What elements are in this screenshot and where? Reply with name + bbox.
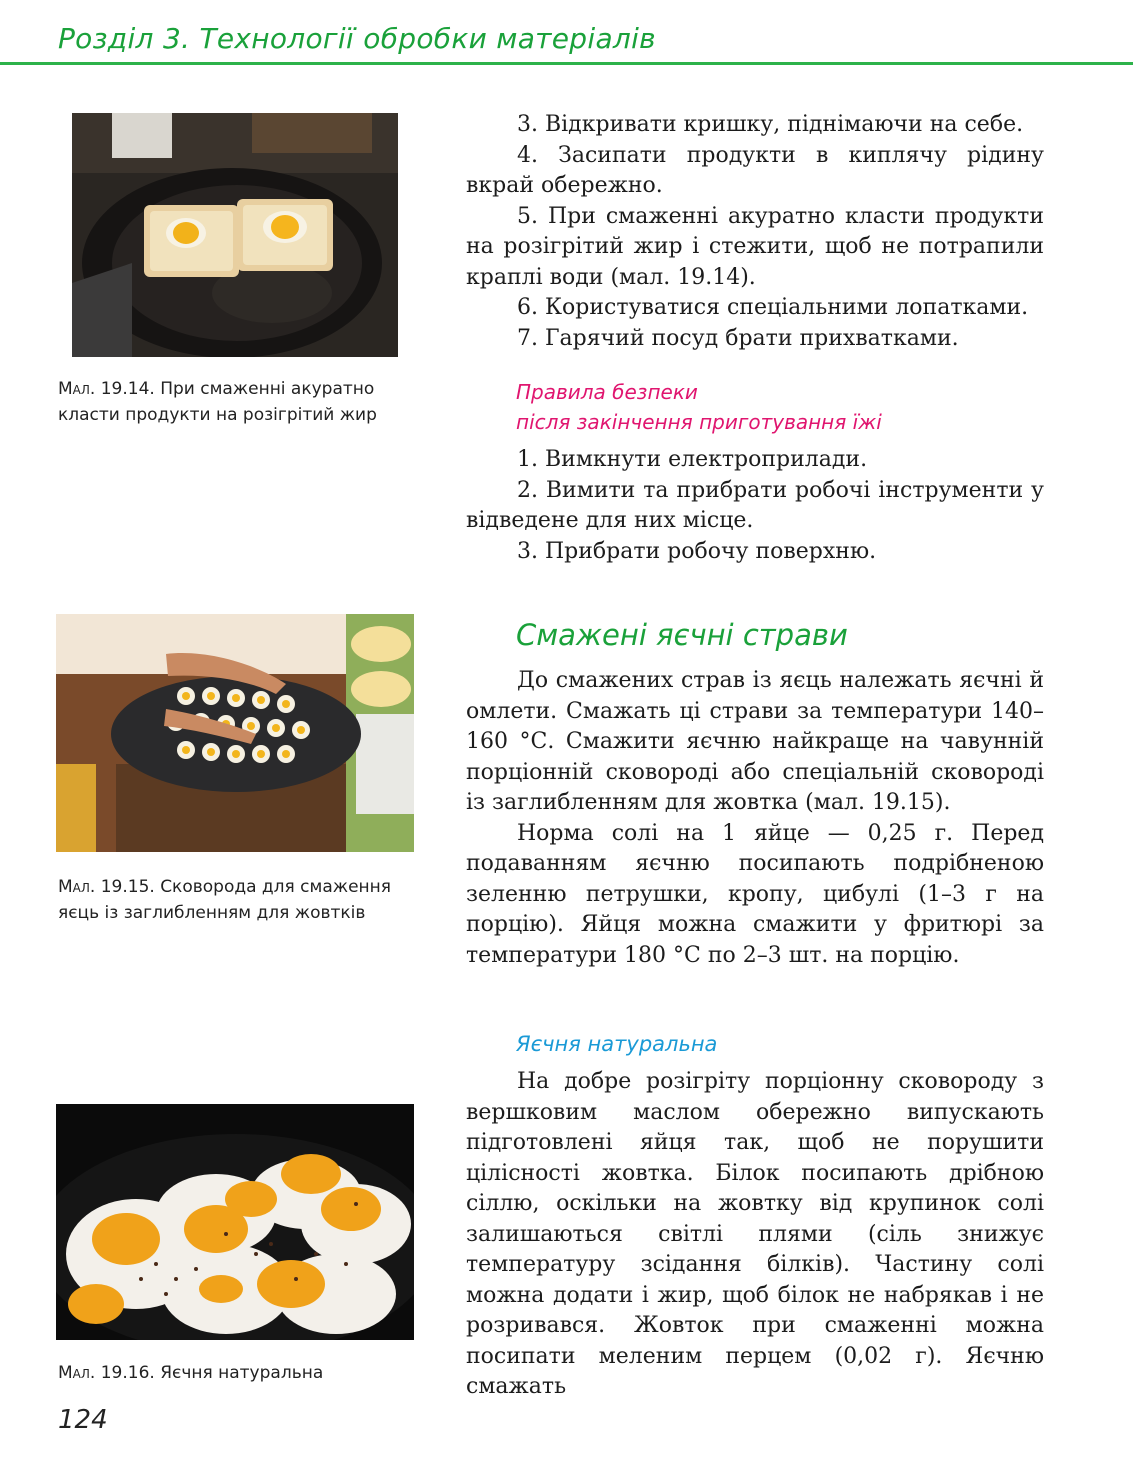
figure-caption-19-16	[58, 1360, 323, 1386]
safety-list	[466, 445, 1044, 567]
safety-heading	[516, 377, 882, 437]
figure-caption-19-14	[58, 376, 377, 428]
caption-line: яєць із заглибленням для жовтків	[58, 903, 366, 923]
caption-line: 19.16. Яєчня натуральна	[95, 1363, 324, 1383]
fried-eggs-text	[466, 666, 1044, 971]
caption-line: класти продукти на розігрітий жир	[58, 405, 377, 425]
paragraph: Норма солі на 1 яйце — 0,25 г. Перед подаванням яєчню посипають подрібненою зеленню петрушки, кропу, цибулі (1–3 г на порцію). Яйця можна смажити у фритюрі за температури 180 °С по 2–3 шт. на порцію.	[466, 820, 1044, 968]
page-header	[0, 0, 1133, 66]
list-item: 6. Користуватися спеціальними лопатками.	[517, 295, 1029, 320]
safety-heading-line: після закінчення приготування їжі	[516, 410, 882, 434]
page-number: 124	[58, 1405, 108, 1435]
caption-prefix: Мал.	[58, 379, 96, 399]
list-item: 1. Вимкнути електроприлади.	[517, 447, 868, 472]
subsection-title: Яєчня натуральна	[516, 1032, 718, 1056]
caption-line: 19.15. Сковорода для смаження	[95, 877, 391, 897]
caption-prefix: Мал.	[58, 1363, 96, 1383]
photo-egg-pan-with-hollows	[56, 614, 414, 852]
natural-omelet-text	[466, 1067, 1044, 1403]
list-item: 2. Вимити та прибрати робочі інструменти у відведене для них місце.	[466, 477, 1044, 533]
section-title: Смажені яєчні страви	[516, 618, 848, 652]
photo-toast-eggs-pan	[72, 113, 398, 357]
list-item: 4. Засипати продукти в киплячу рідину вкрай обережно.	[466, 142, 1044, 198]
list-item: 3. Відкривати кришку, піднімаючи на себе.	[517, 112, 1024, 137]
chapter-title: Розділ 3. Технології обробки матеріалів	[58, 22, 656, 55]
paragraph: До смажених страв із яєць належать яєчні й омлети. Смажать ці страви за температури 140–160 °С. Смажити яєчню найкраще на чавунній порціонній сковороді або спеціальній сковороді із заглибленням для жовтка (мал. 19.15).	[466, 668, 1044, 815]
photo-fried-eggs	[56, 1104, 414, 1340]
caption-prefix: Мал.	[58, 877, 96, 897]
caption-line: 19.14. При смаженні акуратно	[95, 379, 375, 399]
figure-caption-19-15	[58, 874, 391, 926]
list-item: 7. Гарячий посуд брати прихватками.	[517, 325, 959, 351]
header-rule	[0, 62, 1133, 65]
paragraph: На добре розігріту порціонну сковороду з вершковим маслом обережно випускають підготовлені яйця так, щоб не порушити цілісності жовтка. Білок посипають дрібною сіллю, оскільки на жовтку від крупинок солі залишаються світлі плями (сіль знижує температуру зсідання білків). Частину солі можна додати і жир, щоб білок не набрякав і не розривався. Жовток при смаженні можна посипати меленим перцем (0,02 г). Яєчню смажать	[466, 1069, 1044, 1399]
list-item: 5. При смаженні акуратно класти продукти на розігрітий жир і стежити, щоб не потрапили краплі води (мал. 19.14).	[466, 203, 1044, 290]
rules-list	[466, 110, 1044, 354]
safety-heading-line: Правила безпеки	[516, 380, 698, 404]
list-item: 3. Прибрати робочу поверхню.	[517, 538, 877, 564]
